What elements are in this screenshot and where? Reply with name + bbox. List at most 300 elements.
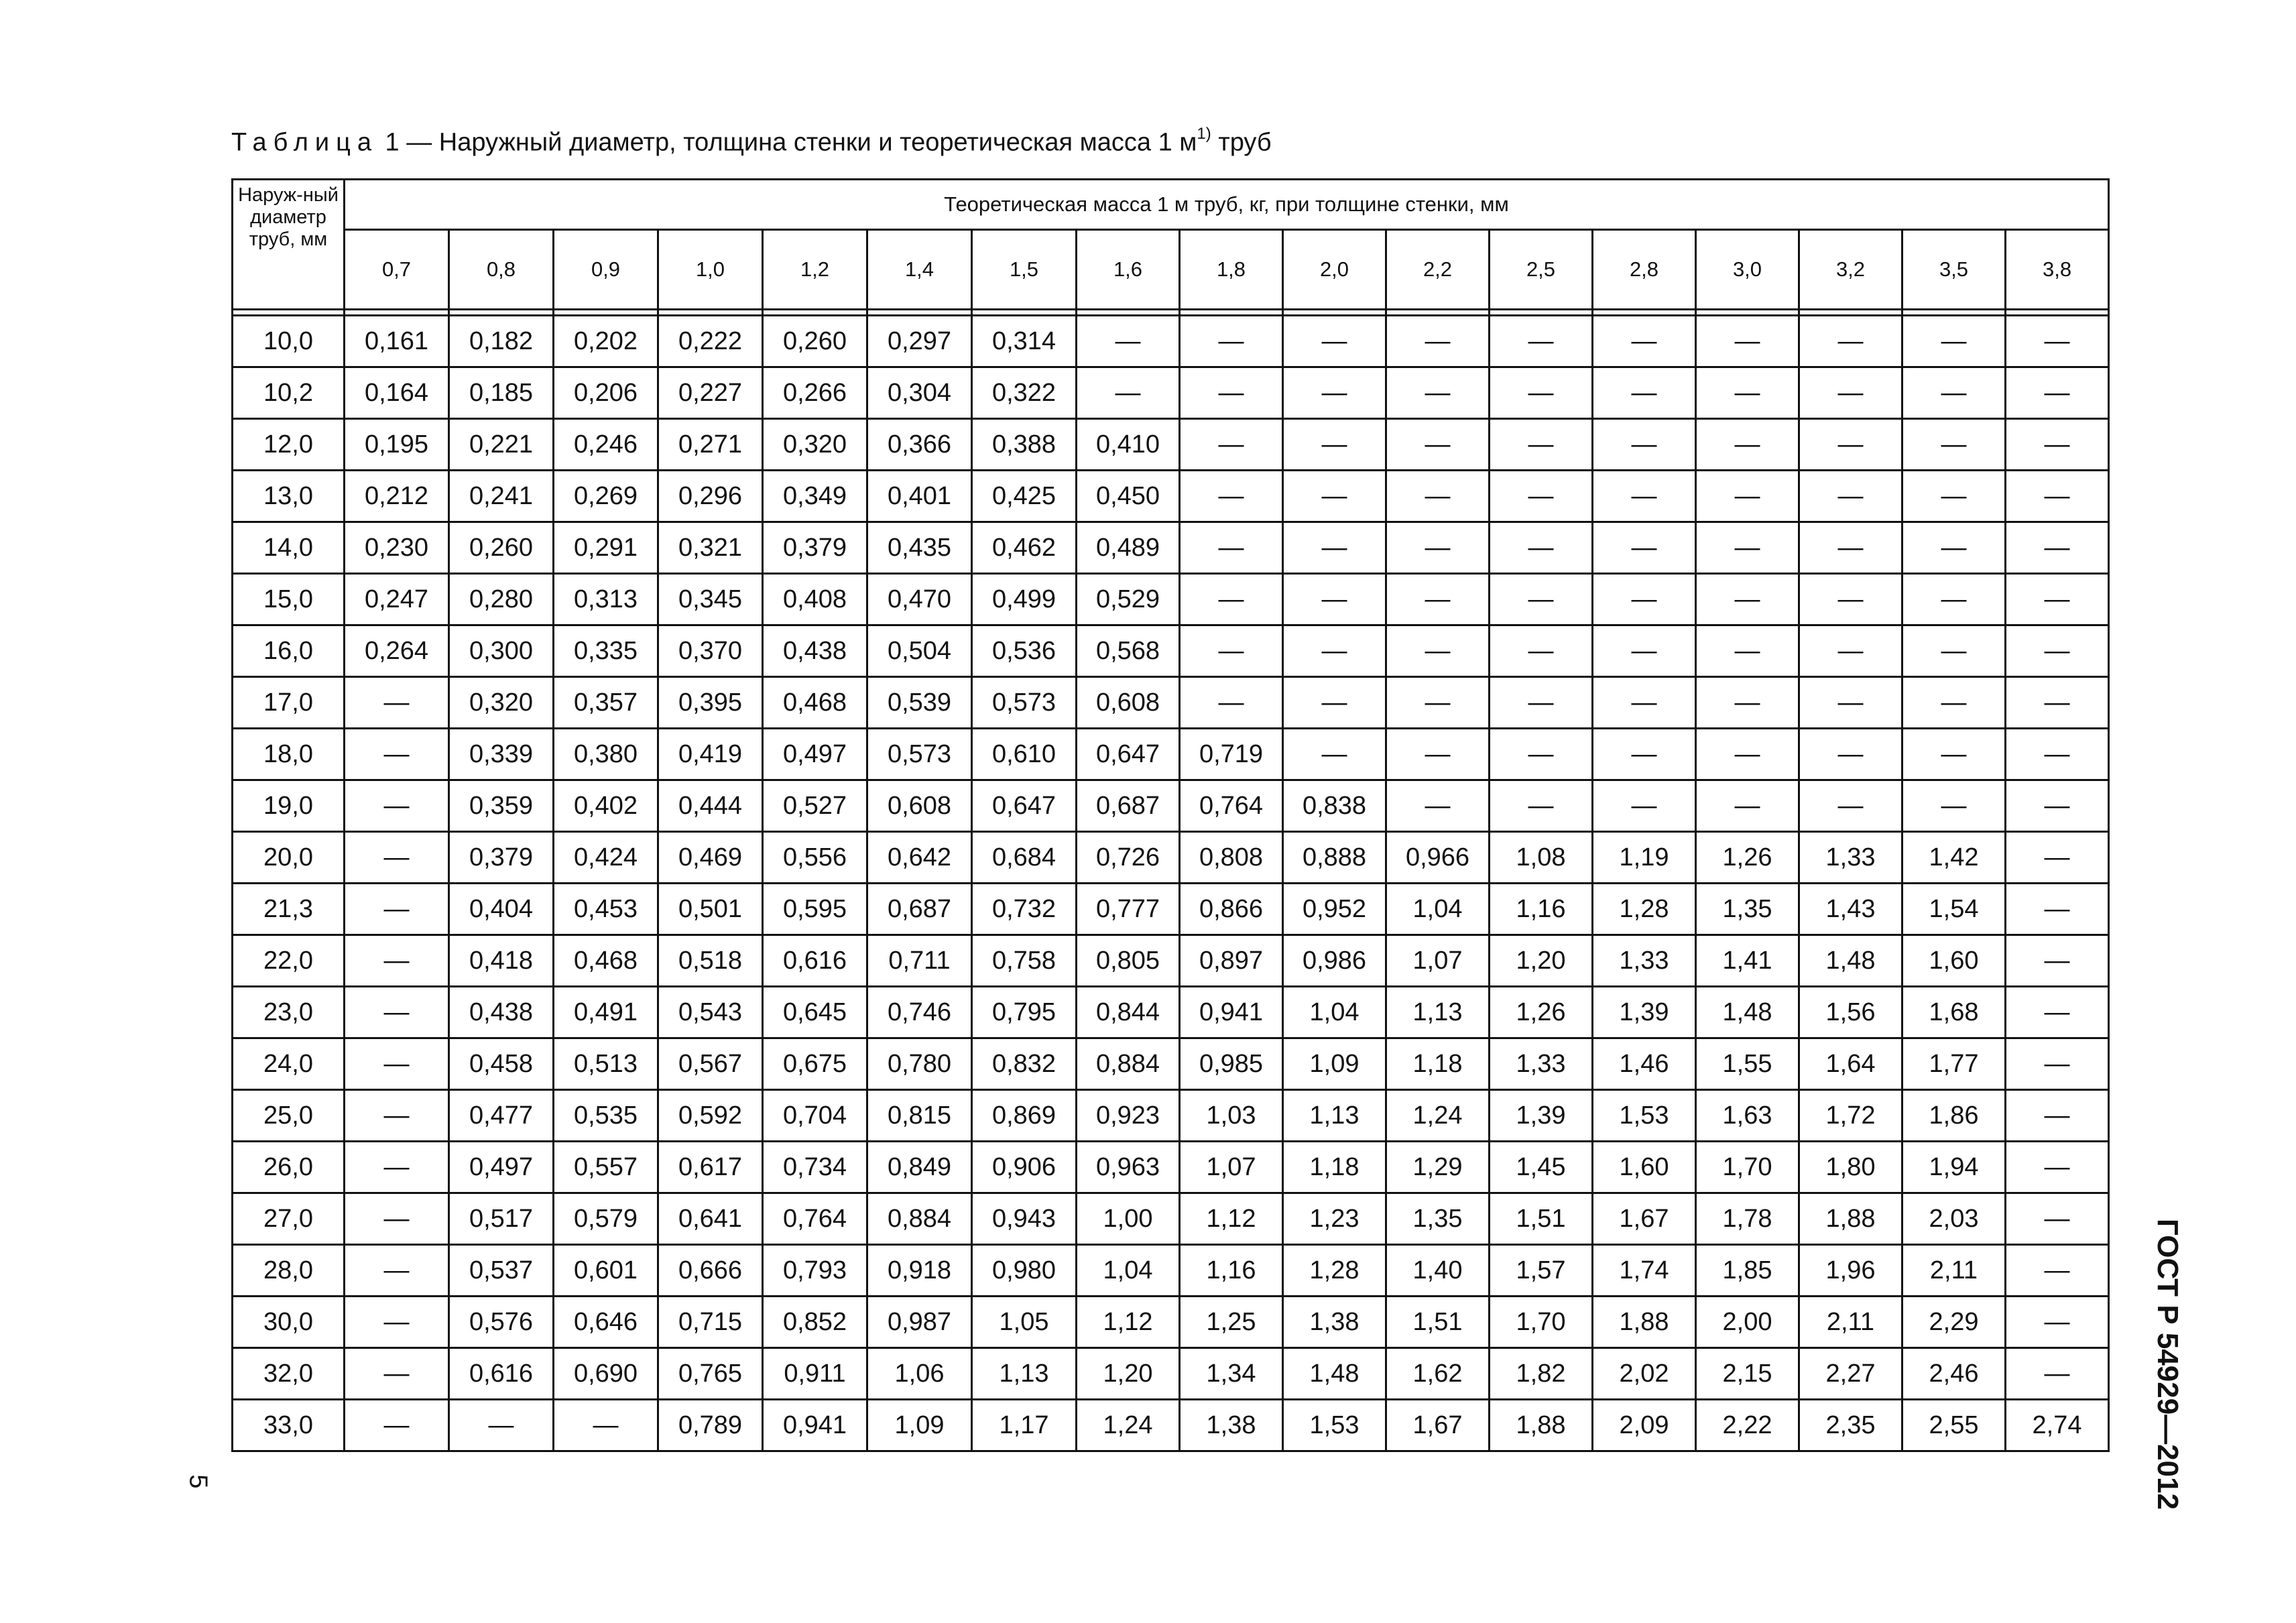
mass-cell: 1,86	[1902, 1090, 2006, 1142]
mass-cell: 1,19	[1593, 832, 1696, 884]
mass-cell: 0,777	[1077, 884, 1180, 935]
mass-cell: 1,13	[972, 1348, 1077, 1400]
mass-cell: 0,616	[763, 935, 867, 987]
mass-cell: 0,468	[763, 677, 867, 729]
mass-cell: —	[1593, 574, 1696, 625]
header-thickness-cell: 3,2	[1799, 230, 1902, 310]
mass-cell: —	[345, 1142, 449, 1193]
mass-cell: 0,987	[867, 1297, 972, 1348]
diameter-cell: 10,0	[233, 316, 345, 367]
mass-cell: 0,182	[449, 316, 554, 367]
mass-cell: —	[1180, 367, 1283, 419]
mass-cell: 1,33	[1799, 832, 1902, 884]
mass-cell: 1,88	[1490, 1400, 1593, 1451]
header-thickness-cell: 1,8	[1180, 230, 1283, 310]
mass-cell: —	[1593, 419, 1696, 471]
mass-cell: 1,67	[1593, 1193, 1696, 1245]
table-row	[233, 316, 2109, 367]
diameter-cell: 23,0	[233, 987, 345, 1038]
separator-cell	[1902, 310, 2006, 316]
mass-cell: 1,04	[1077, 1245, 1180, 1297]
mass-cell: 1,12	[1077, 1297, 1180, 1348]
mass-cell: 0,666	[658, 1245, 763, 1297]
mass-cell: 0,227	[658, 367, 763, 419]
table-row	[233, 1245, 2109, 1297]
mass-cell: 0,271	[658, 419, 763, 471]
mass-cell: 0,513	[554, 1038, 658, 1090]
mass-cell: —	[345, 1090, 449, 1142]
mass-cell: —	[1386, 367, 1490, 419]
mass-cell: —	[1696, 522, 1799, 574]
mass-cell: 0,264	[345, 625, 449, 677]
mass-cell: 1,13	[1283, 1090, 1386, 1142]
separator-cell	[763, 310, 867, 316]
mass-cell: 0,164	[345, 367, 449, 419]
diameter-cell: 14,0	[233, 522, 345, 574]
diameter-cell: 19,0	[233, 780, 345, 832]
mass-cell: 0,715	[658, 1297, 763, 1348]
mass-cell: 0,260	[763, 316, 867, 367]
document-code	[2137, 1217, 2197, 1512]
mass-cell: —	[1180, 574, 1283, 625]
mass-cell: —	[345, 1348, 449, 1400]
mass-cell: 0,477	[449, 1090, 554, 1142]
mass-cell: —	[449, 1400, 554, 1451]
mass-cell: 1,67	[1386, 1400, 1490, 1451]
mass-cell: 0,161	[345, 316, 449, 367]
mass-cell: 0,608	[1077, 677, 1180, 729]
mass-cell: 0,527	[763, 780, 867, 832]
mass-cell: 0,535	[554, 1090, 658, 1142]
mass-cell: 1,43	[1799, 884, 1902, 935]
mass-cell: —	[345, 1297, 449, 1348]
mass-cell: —	[1799, 729, 1902, 780]
mass-cell: 2,46	[1902, 1348, 2006, 1400]
mass-cell: 0,601	[554, 1245, 658, 1297]
mass-cell: —	[1902, 780, 2006, 832]
mass-cell: —	[1696, 780, 1799, 832]
mass-cell: 1,28	[1593, 884, 1696, 935]
mass-cell: —	[2006, 625, 2109, 677]
mass-cell: 0,568	[1077, 625, 1180, 677]
mass-cell: 1,08	[1490, 832, 1593, 884]
mass-cell: 0,458	[449, 1038, 554, 1090]
mass-cell: 1,62	[1386, 1348, 1490, 1400]
diameter-cell: 26,0	[233, 1142, 345, 1193]
mass-cell: —	[1593, 367, 1696, 419]
mass-cell: —	[1902, 729, 2006, 780]
mass-cell: 0,499	[972, 574, 1077, 625]
mass-cell: 2,74	[2006, 1400, 2109, 1451]
mass-cell: 0,690	[554, 1348, 658, 1400]
mass-cell: 0,388	[972, 419, 1077, 471]
table-row	[233, 522, 2109, 574]
header-thickness-cell: 1,2	[763, 230, 867, 310]
diameter-cell: 17,0	[233, 677, 345, 729]
mass-cell: 0,795	[972, 987, 1077, 1038]
mass-cell: 1,48	[1799, 935, 1902, 987]
separator-cell	[2006, 310, 2109, 316]
mass-cell: —	[2006, 574, 2109, 625]
mass-cell: 1,18	[1386, 1038, 1490, 1090]
mass-cell: 0,380	[554, 729, 658, 780]
mass-cell: 2,15	[1696, 1348, 1799, 1400]
mass-cell: 0,537	[449, 1245, 554, 1297]
mass-cell: 1,39	[1490, 1090, 1593, 1142]
mass-cell: 0,758	[972, 935, 1077, 987]
diameter-cell: 24,0	[233, 1038, 345, 1090]
mass-cell: 0,884	[1077, 1038, 1180, 1090]
separator-cell	[1696, 310, 1799, 316]
mass-cell: 1,07	[1180, 1142, 1283, 1193]
mass-cell: —	[1180, 419, 1283, 471]
mass-cell: 0,408	[763, 574, 867, 625]
mass-cell: 0,647	[972, 780, 1077, 832]
mass-cell: —	[1490, 677, 1593, 729]
mass-cell: 1,39	[1593, 987, 1696, 1038]
mass-cell: —	[1490, 574, 1593, 625]
diameter-cell: 13,0	[233, 471, 345, 522]
mass-cell: 1,41	[1696, 935, 1799, 987]
mass-cell: —	[1490, 780, 1593, 832]
mass-cell: —	[1902, 625, 2006, 677]
mass-cell: —	[1180, 522, 1283, 574]
mass-cell: 2,29	[1902, 1297, 2006, 1348]
header-thickness-cell: 2,0	[1283, 230, 1386, 310]
mass-cell: 1,33	[1593, 935, 1696, 987]
page-number	[178, 1461, 218, 1502]
mass-cell: —	[2006, 987, 2109, 1038]
table-row	[233, 1193, 2109, 1245]
mass-cell: 0,370	[658, 625, 763, 677]
mass-cell: —	[1799, 367, 1902, 419]
mass-cell: 1,70	[1490, 1297, 1593, 1348]
mass-cell: 0,296	[658, 471, 763, 522]
mass-cell: —	[1283, 316, 1386, 367]
mass-cell: 0,719	[1180, 729, 1283, 780]
mass-cell: —	[1180, 625, 1283, 677]
mass-cell: 0,410	[1077, 419, 1180, 471]
mass-cell: 0,206	[554, 367, 658, 419]
mass-cell: 0,269	[554, 471, 658, 522]
separator-cell	[658, 310, 763, 316]
mass-cell: —	[1696, 625, 1799, 677]
separator-cell	[449, 310, 554, 316]
diameter-cell: 12,0	[233, 419, 345, 471]
mass-cell: 0,734	[763, 1142, 867, 1193]
header-thickness-cell: 3,5	[1902, 230, 2006, 310]
diameter-cell: 28,0	[233, 1245, 345, 1297]
mass-cell: 1,88	[1593, 1297, 1696, 1348]
mass-cell: —	[1283, 522, 1386, 574]
mass-cell: —	[2006, 316, 2109, 367]
mass-cell: 1,18	[1283, 1142, 1386, 1193]
mass-cell: 0,646	[554, 1297, 658, 1348]
mass-cell: —	[2006, 1297, 2109, 1348]
caption-prefix: Таблица	[231, 128, 378, 157]
mass-cell: 0,438	[449, 987, 554, 1038]
mass-cell: 0,221	[449, 419, 554, 471]
mass-cell: 1,51	[1386, 1297, 1490, 1348]
mass-cell: 0,195	[345, 419, 449, 471]
mass-cell: 0,765	[658, 1348, 763, 1400]
mass-cell: 1,48	[1283, 1348, 1386, 1400]
mass-cell: 0,805	[1077, 935, 1180, 987]
mass-cell: —	[1696, 316, 1799, 367]
mass-cell: 0,304	[867, 367, 972, 419]
mass-cell: 0,980	[972, 1245, 1077, 1297]
mass-cell: —	[2006, 884, 2109, 935]
mass-cell: 0,241	[449, 471, 554, 522]
mass-cell: 0,687	[867, 884, 972, 935]
mass-cell: —	[1386, 471, 1490, 522]
mass-cell: —	[1490, 367, 1593, 419]
table-row	[233, 367, 2109, 419]
mass-cell: 0,468	[554, 935, 658, 987]
mass-cell: 1,40	[1386, 1245, 1490, 1297]
mass-cell: 0,567	[658, 1038, 763, 1090]
mass-cell: 1,38	[1180, 1400, 1283, 1451]
mass-cell: 0,704	[763, 1090, 867, 1142]
mass-cell: 0,462	[972, 522, 1077, 574]
mass-cell: —	[1386, 574, 1490, 625]
mass-cell: 1,46	[1593, 1038, 1696, 1090]
mass-cell: —	[345, 677, 449, 729]
mass-cell: 0,297	[867, 316, 972, 367]
document-code-text: ГОСТ Р 54929—2012	[2151, 1218, 2184, 1510]
separator-cell	[867, 310, 972, 316]
mass-cell: 0,732	[972, 884, 1077, 935]
mass-cell: 0,280	[449, 574, 554, 625]
header-thickness-cell: 1,5	[972, 230, 1077, 310]
mass-cell: 0,711	[867, 935, 972, 987]
table-row	[233, 780, 2109, 832]
header-thickness-cell: 2,5	[1490, 230, 1593, 310]
header-thickness-cell: 1,6	[1077, 230, 1180, 310]
mass-cell: 0,321	[658, 522, 763, 574]
mass-cell: 0,438	[763, 625, 867, 677]
table-row	[233, 625, 2109, 677]
mass-cell: 1,85	[1696, 1245, 1799, 1297]
mass-cell: —	[1180, 677, 1283, 729]
mass-cell: 1,53	[1283, 1400, 1386, 1451]
mass-cell: —	[1077, 367, 1180, 419]
mass-cell: 0,320	[449, 677, 554, 729]
table-row	[233, 1348, 2109, 1400]
diameter-cell: 20,0	[233, 832, 345, 884]
mass-cell: —	[1283, 419, 1386, 471]
mass-cell: 1,24	[1077, 1400, 1180, 1451]
mass-cell: 0,647	[1077, 729, 1180, 780]
mass-cell: 1,09	[1283, 1038, 1386, 1090]
mass-cell: —	[1283, 471, 1386, 522]
separator-cell	[1386, 310, 1490, 316]
mass-cell: 0,529	[1077, 574, 1180, 625]
mass-cell: —	[2006, 471, 2109, 522]
caption-footnote-mark: 1)	[1197, 125, 1211, 143]
mass-cell: 0,339	[449, 729, 554, 780]
mass-cell: —	[345, 1400, 449, 1451]
mass-cell: 1,72	[1799, 1090, 1902, 1142]
mass-cell: 0,726	[1077, 832, 1180, 884]
mass-cell: —	[1490, 419, 1593, 471]
table-row	[233, 1297, 2109, 1348]
mass-cell: 0,450	[1077, 471, 1180, 522]
mass-cell: 1,60	[1593, 1142, 1696, 1193]
diameter-cell: 10,2	[233, 367, 345, 419]
mass-cell: 0,497	[449, 1142, 554, 1193]
mass-cell: 0,222	[658, 316, 763, 367]
separator-cell	[1490, 310, 1593, 316]
mass-cell: —	[1696, 419, 1799, 471]
header-row-thickness	[233, 230, 2109, 310]
mass-cell: 1,33	[1490, 1038, 1593, 1090]
mass-cell: —	[345, 884, 449, 935]
mass-cell: 0,501	[658, 884, 763, 935]
mass-cell: 0,576	[449, 1297, 554, 1348]
mass-cell: 0,185	[449, 367, 554, 419]
diameter-cell: 16,0	[233, 625, 345, 677]
separator-cell	[1799, 310, 1902, 316]
mass-cell: 0,645	[763, 987, 867, 1038]
mass-cell: —	[1180, 471, 1283, 522]
mass-cell: —	[1902, 471, 2006, 522]
mass-cell: 0,789	[658, 1400, 763, 1451]
separator-cell	[345, 310, 449, 316]
diameter-cell: 33,0	[233, 1400, 345, 1451]
mass-cell: 0,985	[1180, 1038, 1283, 1090]
mass-cell: —	[1696, 471, 1799, 522]
mass-cell: 2,00	[1696, 1297, 1799, 1348]
mass-cell: —	[1799, 419, 1902, 471]
mass-cell: 0,579	[554, 1193, 658, 1245]
table-row	[233, 471, 2109, 522]
diameter-cell: 32,0	[233, 1348, 345, 1400]
mass-cell: —	[345, 1038, 449, 1090]
mass-cell: 1,55	[1696, 1038, 1799, 1090]
mass-cell: 0,517	[449, 1193, 554, 1245]
mass-cell: —	[1902, 522, 2006, 574]
header-thickness-cell: 0,7	[345, 230, 449, 310]
separator-cell	[1077, 310, 1180, 316]
mass-cell: 0,923	[1077, 1090, 1180, 1142]
mass-cell: 1,64	[1799, 1038, 1902, 1090]
mass-cell: 1,05	[972, 1297, 1077, 1348]
mass-cell: —	[2006, 677, 2109, 729]
mass-cell: —	[1902, 367, 2006, 419]
mass-cell: —	[1902, 419, 2006, 471]
mass-cell: 0,963	[1077, 1142, 1180, 1193]
header-thickness-cell: 2,8	[1593, 230, 1696, 310]
mass-cell: —	[1283, 729, 1386, 780]
mass-cell: —	[1799, 677, 1902, 729]
mass-cell: 0,379	[763, 522, 867, 574]
mass-cell: 0,592	[658, 1090, 763, 1142]
mass-cell: —	[2006, 832, 2109, 884]
mass-cell: —	[1593, 625, 1696, 677]
mass-cell: 0,838	[1283, 780, 1386, 832]
mass-cell: 1,07	[1386, 935, 1490, 987]
table-row	[233, 884, 2109, 935]
mass-cell: 0,849	[867, 1142, 972, 1193]
mass-cell: —	[1180, 316, 1283, 367]
mass-cell: —	[1902, 677, 2006, 729]
mass-cell: 1,42	[1902, 832, 2006, 884]
mass-cell: 0,556	[763, 832, 867, 884]
mass-cell: —	[1593, 677, 1696, 729]
mass-cell: —	[1696, 677, 1799, 729]
mass-cell: —	[554, 1400, 658, 1451]
diameter-cell: 25,0	[233, 1090, 345, 1142]
mass-cell: —	[2006, 1348, 2109, 1400]
mass-cell: 0,260	[449, 522, 554, 574]
mass-cell: 0,401	[867, 471, 972, 522]
header-row-span	[233, 180, 2109, 230]
mass-cell: 0,764	[763, 1193, 867, 1245]
mass-cell: 1,17	[972, 1400, 1077, 1451]
mass-cell: —	[1283, 625, 1386, 677]
mass-cell: 2,55	[1902, 1400, 2006, 1451]
mass-cell: 1,16	[1490, 884, 1593, 935]
mass-cell: —	[2006, 780, 2109, 832]
mass-cell: —	[1799, 625, 1902, 677]
mass-cell: 2,03	[1902, 1193, 2006, 1245]
mass-cell: —	[1490, 625, 1593, 677]
mass-cell: —	[1386, 419, 1490, 471]
mass-cell: 0,497	[763, 729, 867, 780]
mass-cell: 0,314	[972, 316, 1077, 367]
mass-cell: 0,869	[972, 1090, 1077, 1142]
mass-cell: 1,35	[1386, 1193, 1490, 1245]
mass-cell: 0,642	[867, 832, 972, 884]
diameter-cell: 21,3	[233, 884, 345, 935]
mass-cell: 0,941	[763, 1400, 867, 1451]
diameter-cell: 18,0	[233, 729, 345, 780]
caption-suffix: труб	[1211, 128, 1272, 157]
mass-cell: 0,815	[867, 1090, 972, 1142]
mass-cell: 0,266	[763, 367, 867, 419]
table-caption	[231, 127, 1272, 158]
mass-cell: —	[1077, 316, 1180, 367]
table-row	[233, 574, 2109, 625]
mass-cell: 1,56	[1799, 987, 1902, 1038]
mass-cell: 2,27	[1799, 1348, 1902, 1400]
mass-cell: 1,60	[1902, 935, 2006, 987]
mass-cell: —	[1799, 522, 1902, 574]
separator-cell	[1180, 310, 1283, 316]
mass-cell: 1,74	[1593, 1245, 1696, 1297]
mass-cell: 0,469	[658, 832, 763, 884]
mass-cell: 0,911	[763, 1348, 867, 1400]
table-row	[233, 1038, 2109, 1090]
mass-cell: 0,489	[1077, 522, 1180, 574]
mass-cell: —	[1386, 729, 1490, 780]
table-row	[233, 1090, 2109, 1142]
mass-cell: 0,349	[763, 471, 867, 522]
mass-cell: 2,35	[1799, 1400, 1902, 1451]
mass-cell: —	[1490, 729, 1593, 780]
mass-cell: —	[1902, 574, 2006, 625]
diameter-cell: 30,0	[233, 1297, 345, 1348]
mass-cell: —	[1593, 316, 1696, 367]
mass-cell: 1,78	[1696, 1193, 1799, 1245]
table-row	[233, 832, 2109, 884]
diameter-cell: 15,0	[233, 574, 345, 625]
mass-cell: 0,746	[867, 987, 972, 1038]
separator-cell	[233, 310, 345, 316]
mass-cell: 1,25	[1180, 1297, 1283, 1348]
mass-cell: 0,444	[658, 780, 763, 832]
